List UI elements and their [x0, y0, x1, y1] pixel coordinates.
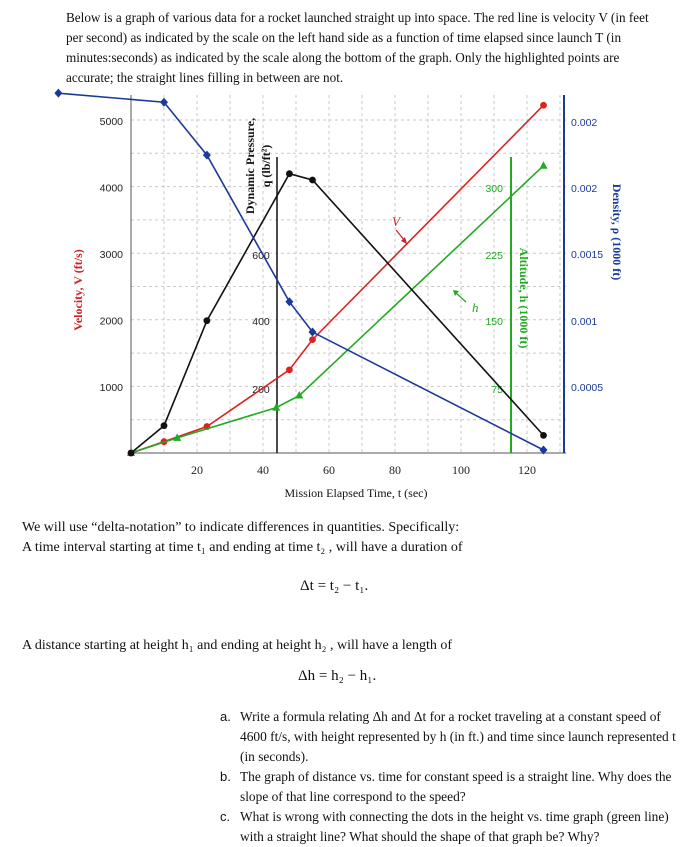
pressure-tick-label: 600 — [252, 250, 270, 262]
pressure-data-point — [309, 177, 316, 184]
question-b — [220, 767, 678, 807]
question-a-text: Write a formula relating Δh and Δt for a rocket traveling at a constant speed of 4600 ft/s, with height represented by h (in ft.) and time since launch represented t (in seconds). — [240, 709, 676, 764]
velocity-annotation: V — [392, 214, 400, 229]
velocity-axis-label: Velocity, V (ft/s) — [71, 249, 85, 331]
density-data-point — [54, 89, 62, 98]
x-tick-label: 40 — [257, 463, 269, 477]
x-tick-label: 80 — [389, 463, 401, 477]
pressure-axis-label-line2: q (lb/ft²) — [259, 144, 273, 188]
time-difference-equation: Δt = t₂ − t₁. — [300, 578, 369, 594]
density-tick-label: 0.002 — [571, 117, 598, 129]
pressure-data-point — [540, 432, 547, 439]
altitude-tick-label: 150 — [485, 316, 503, 328]
question-c-text: What is wrong with connecting the dots in the height vs. time graph (green line) with a straight line? What should the shape of that graph be? Why? — [240, 809, 669, 844]
x-tick-label: 120 — [518, 463, 536, 477]
pressure-axis-label-line1: Dynamic Pressure, — [243, 117, 257, 215]
x-tick-label: 20 — [191, 463, 203, 477]
pressure-data-point — [128, 450, 135, 457]
altitude-tick-label: 300 — [485, 183, 503, 195]
velocity-tick-label: 2000 — [99, 315, 123, 328]
question-b-label: b. — [220, 769, 231, 784]
delta-intro-line: We will use “delta-notation” to indicate differences in quantities. Specifically: — [22, 520, 460, 535]
x-tick-label: 60 — [323, 463, 335, 477]
density-tick-label: 0.0015 — [571, 249, 604, 261]
altitude-axis-label: Altitude, h (1000 ft) — [517, 247, 531, 349]
height-difference-equation: Δh = h₂ − h₁. — [298, 668, 377, 684]
velocity-data-point — [286, 366, 293, 373]
velocity-series-line — [131, 105, 544, 453]
altitude-series-line — [131, 166, 544, 453]
density-axis-label: Density, ρ (1000 ft) — [610, 183, 624, 281]
altitude-annotation: h — [472, 300, 479, 315]
pressure-tick-label: 400 — [252, 316, 270, 328]
pressure-series-line — [131, 174, 544, 453]
intro-paragraph: Below is a graph of various data for a rocket launched straight up into space. The red line is velocity V (in feet per second) as indicated by the scale on the left hand side as a function of time elapsed since launch T (in minutes:seconds) as indicated by the scale along the bottom of the graph. Only the highlighted points are accurate; the straight lines filling in between are not. — [66, 10, 649, 85]
velocity-tick-label: 3000 — [99, 249, 123, 261]
question-b-text: The graph of distance vs. time for constant speed is a straight line. Why does the slope of that line correspond to the speed? — [240, 769, 672, 804]
question-a — [220, 707, 678, 767]
question-list — [220, 707, 678, 847]
altitude-data-point — [540, 161, 548, 169]
time-interval-line: A time interval starting at time t₁ and ending at time t₂ , will have a duration of — [22, 540, 463, 555]
question-c — [220, 807, 678, 847]
density-tick-label: 0.002 — [571, 183, 598, 195]
velocity-data-point — [540, 102, 547, 109]
pressure-tick-label: 200 — [252, 384, 270, 396]
distance-section — [22, 636, 662, 656]
x-tick-label: 100 — [452, 463, 470, 477]
altitude-tick-label: 225 — [485, 250, 503, 262]
altitude-tick-label: 75 — [491, 384, 503, 396]
pressure-data-point — [161, 422, 168, 429]
velocity-tick-label: 4000 — [99, 182, 123, 195]
density-tick-label: 0.0005 — [571, 382, 604, 394]
pressure-data-point — [286, 170, 293, 177]
density-tick-label: 0.001 — [571, 316, 598, 328]
velocity-tick-label: 5000 — [99, 116, 123, 128]
x-axis-label: Mission Elapsed Time, t (sec) — [284, 486, 428, 500]
question-c-label: c. — [220, 809, 231, 824]
velocity-data-point — [309, 336, 316, 343]
velocity-tick-label: 1000 — [99, 382, 123, 394]
question-a-label: a. — [220, 709, 231, 724]
distance-line: A distance starting at height h₁ and ending at height h₂ , will have a length of — [22, 638, 453, 653]
pressure-data-point — [204, 317, 211, 324]
delta-notation-section — [22, 518, 662, 558]
